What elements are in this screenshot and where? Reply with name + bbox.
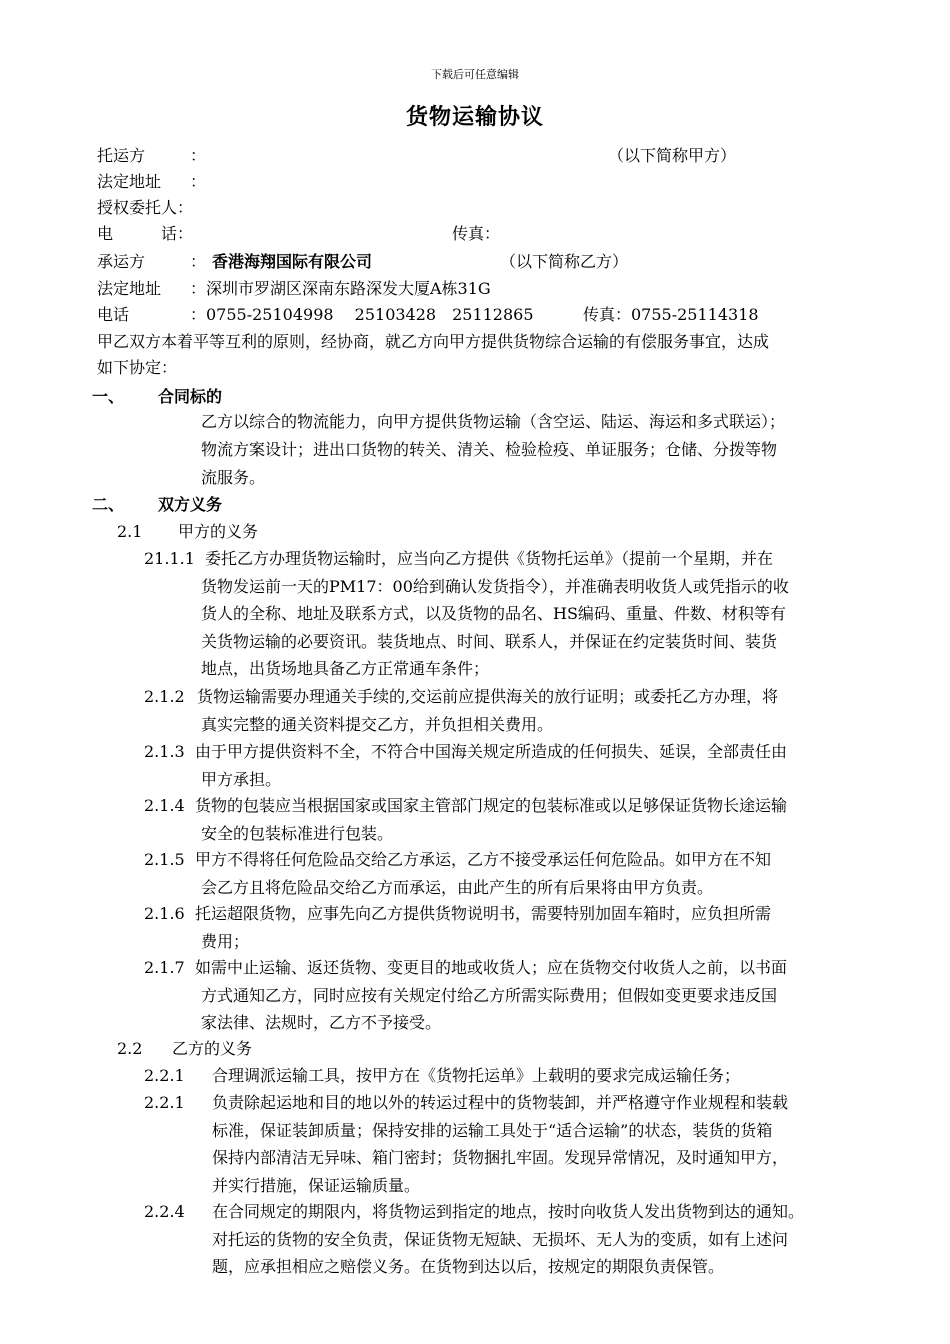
- clause-text-line: 对托运的货物的安全负责，保证货物无短缺、无损坏、无人为的变质，如有上述问: [212, 1229, 789, 1249]
- clause-text-line: 货物运输需要办理通关手续的,交运前应提供海关的放行证明；或委托乙方办理，将: [197, 687, 779, 706]
- clause-text-line: 会乙方且将危险品交给乙方而承运，由此产生的所有后果将由甲方负责。: [201, 877, 714, 897]
- section-1-line: 乙方以综合的物流能力，向甲方提供货物运输（含空运、陆运、海运和多式联运）；: [201, 412, 786, 431]
- carrier-label: 承运方: [97, 252, 146, 271]
- carrier-phones: ：0755-25104998 25103428 25112865: [190, 305, 534, 324]
- clause-text-line: 方式通知乙方，同时应按有关规定付给乙方所需实际费用；但假如变更要求违反国: [201, 985, 778, 1005]
- clause-number: 2.1.7: [144, 958, 185, 977]
- subsection-2-1-heading: 甲方的义务: [178, 522, 259, 541]
- section-2-heading: 双方义务: [158, 495, 223, 514]
- clause-text-line: 甲方不得将任何危险品交给乙方承运，乙方不接受承运任何危险品。如甲方在不知: [195, 850, 772, 869]
- shipper-phone-label: 电 话：: [97, 224, 194, 243]
- subsection-2-2-heading: 乙方的义务: [172, 1039, 253, 1058]
- document-title: 货物运输协议: [405, 104, 544, 130]
- shipper-fax-label: 传真：: [452, 224, 501, 243]
- clause-number: 2.1.5: [144, 850, 185, 869]
- clause-text-line: 货人的全称、地址及联系方式，以及货物的品名、HS编码、重量、件数、材积等有: [201, 604, 786, 623]
- clause-text-line: 安全的包装标准进行包装。: [201, 823, 394, 843]
- subsection-2-1-number: 2.1: [117, 522, 143, 541]
- clause-number: 2.2.1: [144, 1093, 185, 1112]
- carrier-fax: 传真：0755-25114318: [583, 305, 759, 324]
- shipper-address-label: 法定地址: [97, 172, 162, 191]
- intro-line-2: 如下协定：: [97, 358, 178, 377]
- carrier-address: ：深圳市罗湖区深南东路深发大厦A栋31G: [190, 279, 491, 298]
- shipper-address-colon: ：: [190, 172, 207, 191]
- clause-number: 21.1.1: [144, 549, 195, 568]
- clause-number: 2.1.3: [144, 742, 185, 761]
- clause-text-line: 并实行措施，保证运输质量。: [212, 1175, 421, 1195]
- clause-text-line: 负责除起运地和目的地以外的转运过程中的货物装卸，并严格遵守作业规程和装载: [212, 1093, 789, 1112]
- clause-text-line: 关货物运输的必要资讯。装货地点、时间、联系人，并保证在约定装货时间、装货: [201, 631, 778, 651]
- clause-text-line: 委托乙方办理货物运输时，应当向乙方提供《货物托运单》（提前一个星期，并在: [205, 549, 774, 568]
- clause-number: 2.2.4: [144, 1202, 185, 1221]
- shipper-alias: （以下简称甲方）: [608, 146, 737, 165]
- carrier-address-label: 法定地址: [97, 279, 162, 298]
- clause-text-line: 货物发运前一天的PM17：00给到确认发货指令），并准确表明收货人或凭指示的收: [201, 576, 789, 596]
- clause-text-line: 费用；: [201, 931, 250, 951]
- clause-text-line: 由于甲方提供资料不全，不符合中国海关规定所造成的任何损失、延误，全部责任由: [195, 742, 788, 761]
- section-1-line: 流服务。: [201, 468, 266, 487]
- clause-number: 2.1.2: [144, 687, 185, 706]
- clause-text-line: 题，应承担相应之赔偿义务。在货物到达以后，按规定的期限负责保管。: [212, 1257, 725, 1276]
- shipper-colon: ：: [190, 146, 207, 165]
- header-note: 下载后可任意编辑: [431, 68, 519, 81]
- clause-number: 2.1.6: [144, 904, 185, 923]
- intro-line-1: 甲乙双方本着平等互利的原则，经协商，就乙方向甲方提供货物综合运输的有偿服务事宜，达成: [97, 332, 770, 351]
- section-1-number: 一、: [92, 387, 125, 406]
- clause-number: 2.1.4: [144, 796, 185, 815]
- clause-text-line: 在合同规定的期限内，将货物运到指定的地点，按时向收货人发出货物到达的通知。: [212, 1202, 805, 1221]
- section-1-heading: 合同标的: [158, 387, 223, 406]
- shipper-label: 托运方: [97, 146, 146, 165]
- clause-text-line: 如需中止运输、返还货物、变更目的地或收货人；应在货物交付收货人之前，以书面: [195, 958, 788, 977]
- clause-text-line: 真实完整的通关资料提交乙方，并负担相关费用。: [201, 714, 554, 734]
- subsection-2-2-number: 2.2: [117, 1039, 143, 1058]
- section-1-line: 物流方案设计；进出口货物的转关、清关、检验检疫、单证服务；仓储、分拨等物: [201, 440, 778, 459]
- section-2-number: 二、: [92, 495, 125, 514]
- clause-text-line: 货物的包装应当根据国家或国家主管部门规定的包装标准或以足够保证货物长途运输: [195, 796, 788, 815]
- clause-text-line: 标准，保证装卸质量；保持安排的运输工具处于“适合运输”的状态，装货的货箱: [212, 1120, 773, 1140]
- clause-number: 2.2.1: [144, 1066, 185, 1085]
- carrier-colon: ：: [190, 252, 207, 271]
- clause-text-line: 保持内部清洁无异味、箱门密封；货物捆扎牢固。发现异常情况，及时通知甲方，: [212, 1148, 789, 1167]
- clause-text-line: 托运超限货物，应事先向乙方提供货物说明书，需要特别加固车箱时，应负担所需: [195, 904, 772, 923]
- carrier-name: 香港海翔国际有限公司: [212, 252, 373, 271]
- clause-text-line: 甲方承担。: [201, 769, 282, 789]
- clause-text-line: 合理调派运输工具，按甲方在《货物托运单》上载明的要求完成运输任务；: [212, 1066, 741, 1085]
- shipper-agent-label: 授权委托人：: [97, 198, 194, 217]
- carrier-phone-label: 电话: [97, 305, 130, 324]
- clause-text-line: 地点，出货场地具备乙方正常通车条件；: [201, 659, 490, 678]
- clause-text-line: 家法律、法规时，乙方不予接受。: [201, 1013, 442, 1032]
- carrier-alias: （以下简称乙方）: [500, 252, 629, 271]
